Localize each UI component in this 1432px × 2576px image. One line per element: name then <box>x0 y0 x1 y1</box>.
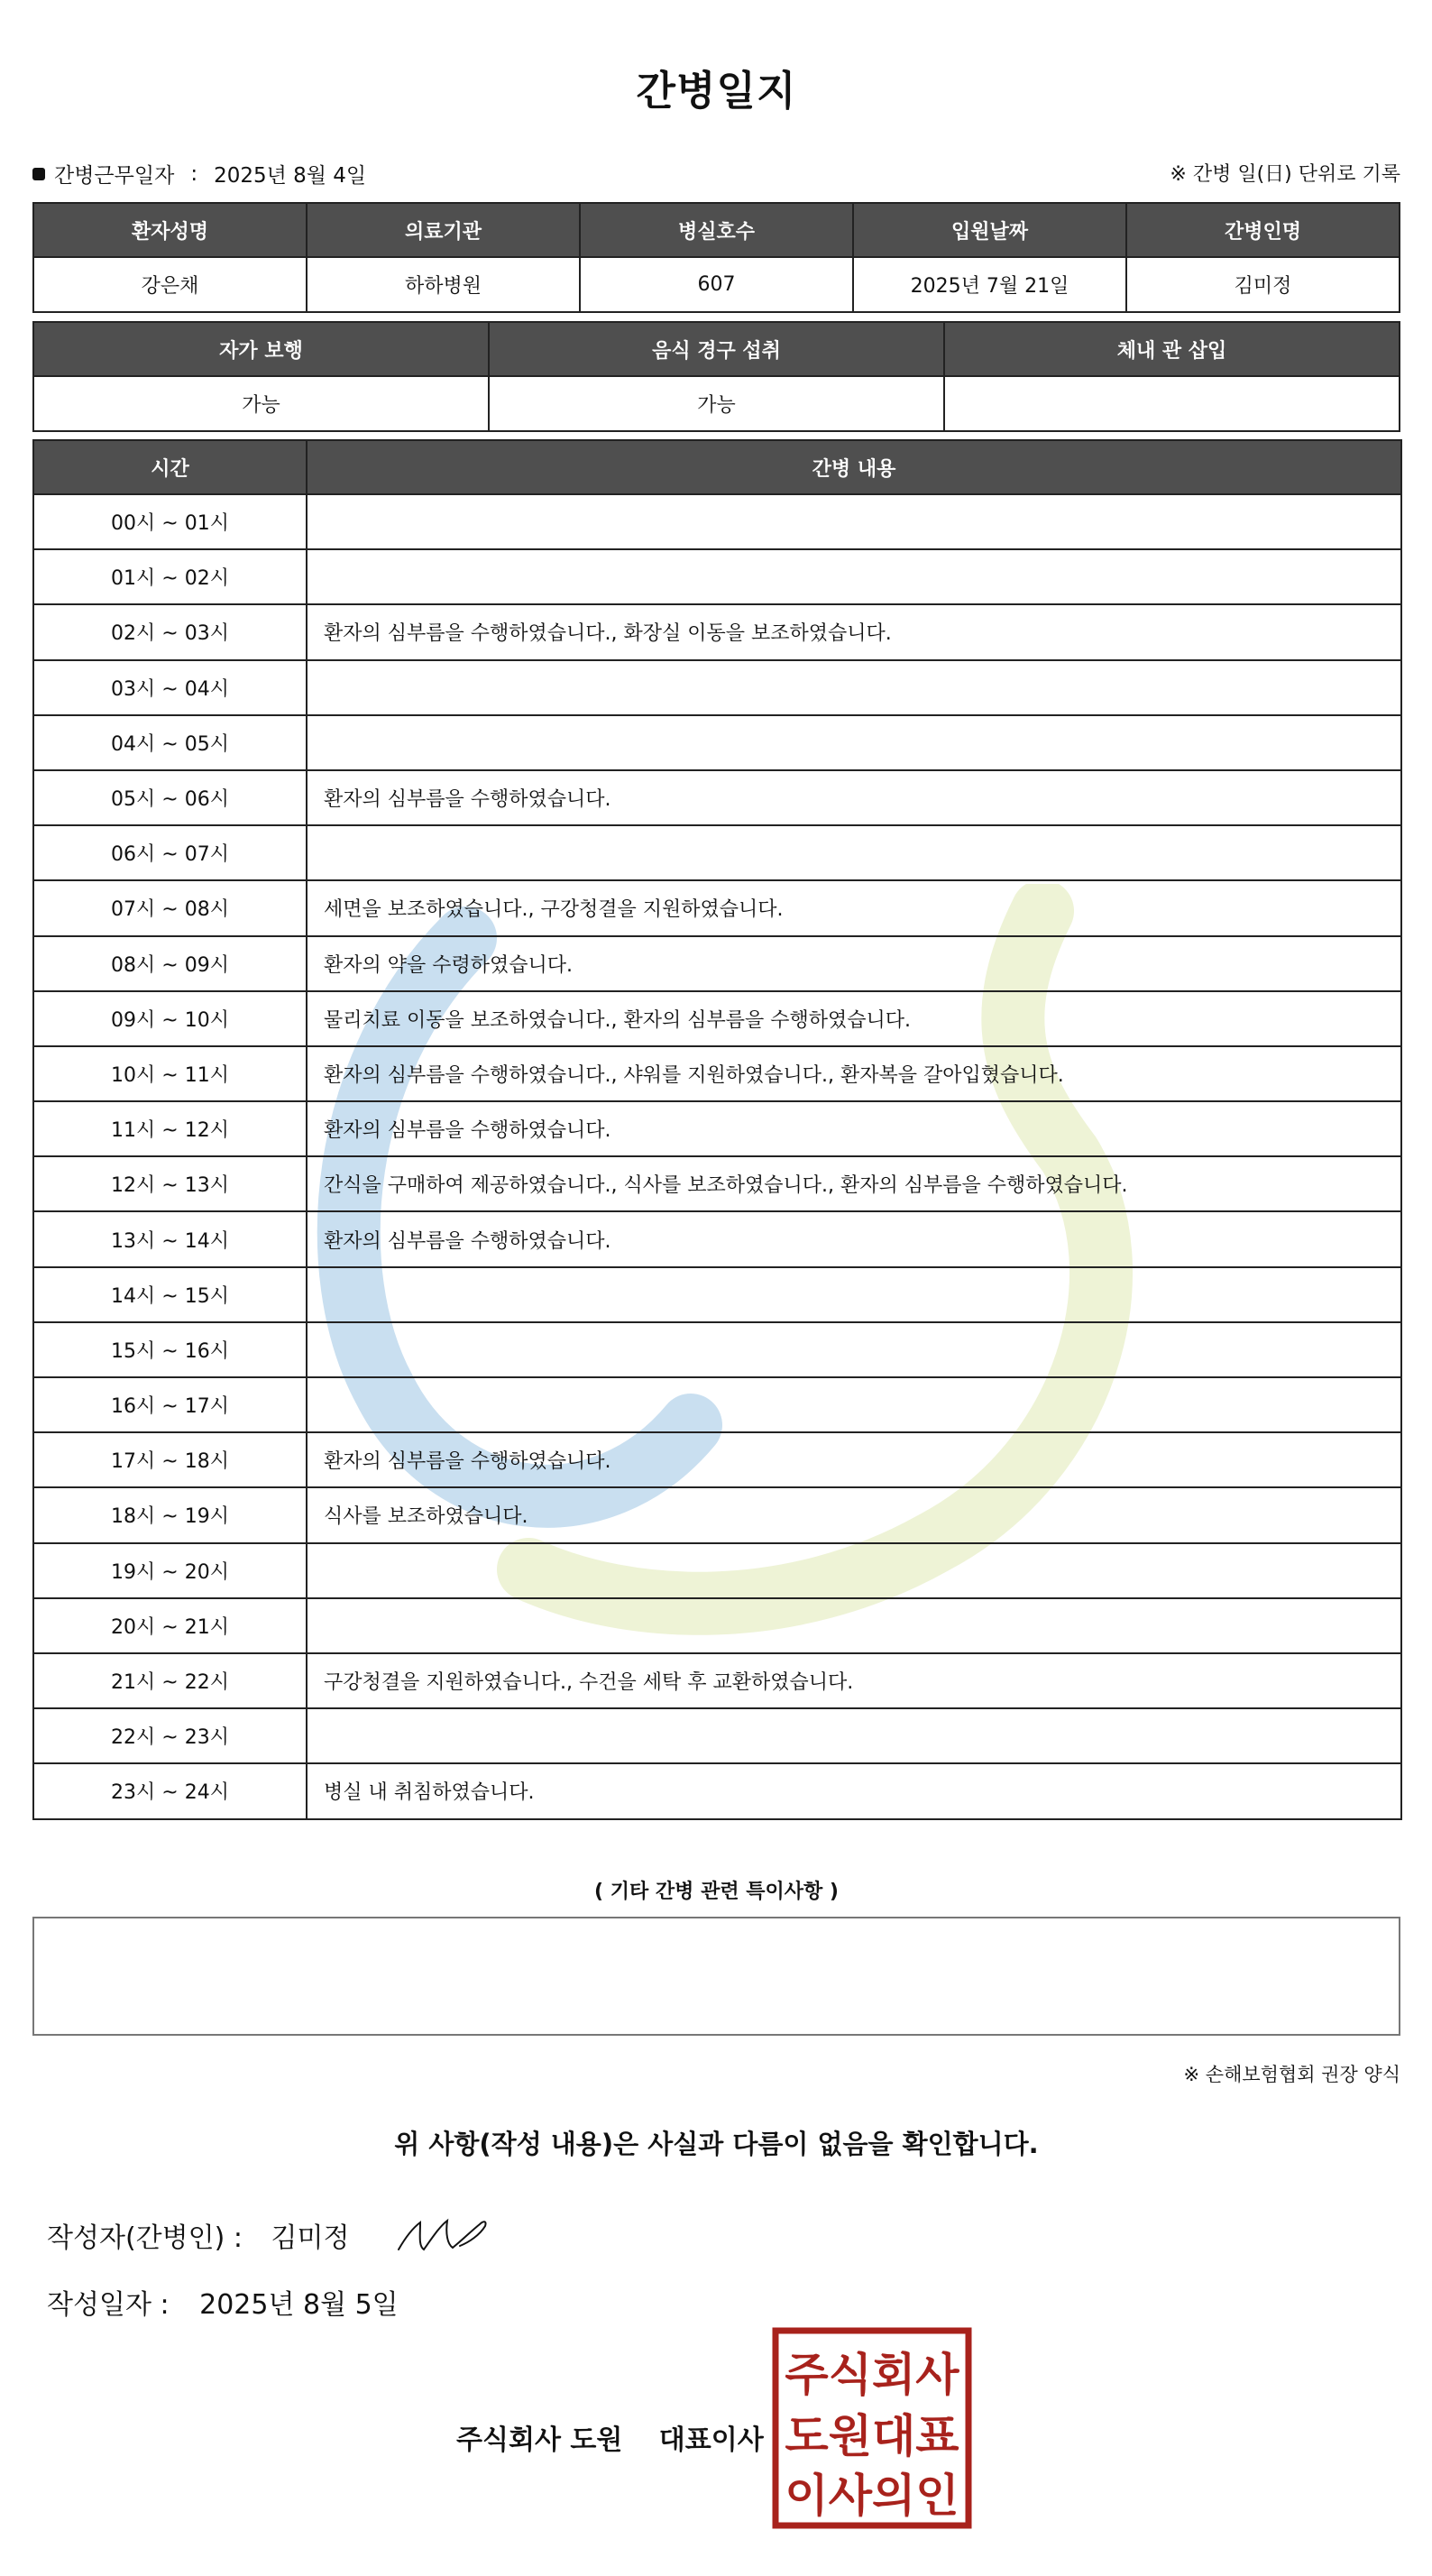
care-log-content: 환자의 심부름을 수행하였습니다. <box>307 770 1401 825</box>
care-log-time: 17시 ~ 18시 <box>33 1432 307 1487</box>
care-log-row <box>33 1487 1401 1542</box>
care-log-time: 18시 ~ 19시 <box>33 1487 307 1542</box>
care-log-content: 구강청결을 지원하였습니다., 수건을 세탁 후 교환하였습니다. <box>307 1653 1401 1708</box>
caregiver-name-value: 김미정 <box>1126 257 1400 312</box>
svg-text:도원대표: 도원대표 <box>785 2410 959 2462</box>
care-log-row <box>33 1653 1401 1708</box>
care-log-time: 20시 ~ 21시 <box>33 1598 307 1653</box>
care-log-content: 환자의 심부름을 수행하였습니다., 화장실 이동을 보조하였습니다. <box>307 604 1401 659</box>
written-date-value: 2025년 8월 5일 <box>199 2289 399 2321</box>
care-log-content: 간식을 구매하여 제공하였습니다., 식사를 보조하였습니다., 환자의 심부름을 수행하였습니다. <box>307 1156 1401 1211</box>
header-care-content: 간병 내용 <box>307 440 1401 494</box>
header-caregiver-name: 간병인명 <box>1126 203 1400 257</box>
care-log-time: 11시 ~ 12시 <box>33 1101 307 1156</box>
care-log-time: 07시 ~ 08시 <box>33 880 307 935</box>
care-log-content <box>307 1322 1401 1377</box>
care-log-time: 04시 ~ 05시 <box>33 715 307 770</box>
care-log-content <box>307 1598 1401 1653</box>
status-value-row <box>33 376 1400 431</box>
room-number-value: 607 <box>580 257 853 312</box>
care-log-time: 13시 ~ 14시 <box>33 1211 307 1266</box>
care-log-row <box>33 1598 1401 1653</box>
oral-intake-value: 가능 <box>489 376 944 431</box>
self-walking-value: 가능 <box>33 376 489 431</box>
hospital-value: 하하병원 <box>307 257 580 312</box>
writer-line <box>47 2215 349 2255</box>
header-time: 시간 <box>33 440 307 494</box>
bullet-square-icon <box>32 168 45 180</box>
patient-info-table <box>32 202 1400 313</box>
care-log-row <box>33 991 1401 1046</box>
care-log-content <box>307 494 1401 549</box>
care-log-row <box>33 494 1401 549</box>
care-log-row <box>33 1046 1401 1101</box>
work-date-label: 간병근무일자 <box>54 164 175 188</box>
care-log-row <box>33 1156 1401 1211</box>
record-unit-note: ※ 간병 일(日) 단위로 기록 <box>1170 163 1400 186</box>
care-log-content: 물리치료 이동을 보조하였습니다., 환자의 심부름을 수행하였습니다. <box>307 991 1401 1046</box>
care-log-time: 08시 ~ 09시 <box>33 936 307 991</box>
header-patient-name: 환자성명 <box>33 203 307 257</box>
header-self-walking: 자가 보행 <box>33 322 489 376</box>
care-log-table <box>32 439 1402 1820</box>
care-log-content: 병실 내 취침하였습니다. <box>307 1763 1401 1818</box>
form-source-footnote: ※ 손해보험협회 권장 양식 <box>1183 2064 1400 2085</box>
handwritten-signature-icon <box>393 2210 492 2262</box>
care-log-content: 환자의 심부름을 수행하였습니다., 샤워를 지원하였습니다., 환자복을 갈아입혔습니다. <box>307 1046 1401 1101</box>
remarks-title: ( 기타 간병 관련 특이사항 ) <box>594 1881 839 1903</box>
care-log-row <box>33 1267 1401 1322</box>
care-log-row <box>33 880 1401 935</box>
care-log-content <box>307 1543 1401 1598</box>
care-log-time: 01시 ~ 02시 <box>33 549 307 604</box>
care-log-content <box>307 825 1401 880</box>
work-date-separator: : <box>190 161 198 186</box>
care-log-row <box>33 549 1401 604</box>
care-log-content <box>307 715 1401 770</box>
care-log-row <box>33 1763 1401 1818</box>
care-log-row <box>33 1101 1401 1156</box>
care-log-time: 21시 ~ 22시 <box>33 1653 307 1708</box>
care-log-row <box>33 770 1401 825</box>
patient-status-table <box>32 321 1400 432</box>
care-log-time: 02시 ~ 03시 <box>33 604 307 659</box>
care-log-content <box>307 1377 1401 1432</box>
svg-text:이사의인: 이사의인 <box>785 2470 959 2522</box>
header-room-number: 병실호수 <box>580 203 853 257</box>
status-header-row <box>33 322 1400 376</box>
work-date-line <box>32 159 366 189</box>
patient-name-value: 강은채 <box>33 257 307 312</box>
writer-name: 김미정 <box>271 2222 350 2254</box>
care-log-content <box>307 549 1401 604</box>
care-log-time: 05시 ~ 06시 <box>33 770 307 825</box>
care-log-row <box>33 1322 1401 1377</box>
care-log-row <box>33 715 1401 770</box>
care-log-time: 06시 ~ 07시 <box>33 825 307 880</box>
care-log-time: 00시 ~ 01시 <box>33 494 307 549</box>
care-log-content: 식사를 보조하였습니다. <box>307 1487 1401 1542</box>
care-log-row <box>33 1543 1401 1598</box>
care-log-row <box>33 936 1401 991</box>
care-log-row <box>33 825 1401 880</box>
representative-title: 대표이사 <box>658 2424 764 2456</box>
care-log-content: 환자의 심부름을 수행하였습니다. <box>307 1101 1401 1156</box>
confirmation-statement: 위 사항(작성 내용)은 사실과 다름이 없음을 확인합니다. <box>394 2129 1039 2159</box>
care-log-row <box>33 1211 1401 1266</box>
care-log-row <box>33 1377 1401 1432</box>
company-seal-stamp-icon <box>772 2327 972 2529</box>
header-tube-insertion: 체내 관 삽입 <box>944 322 1400 376</box>
care-log-content <box>307 1708 1401 1763</box>
remarks-box <box>32 1917 1400 2036</box>
care-log-row <box>33 660 1401 715</box>
work-date-value: 2025년 8월 4일 <box>214 164 367 188</box>
patient-info-header-row <box>33 203 1400 257</box>
care-log-row <box>33 1432 1401 1487</box>
header-oral-intake: 음식 경구 섭취 <box>489 322 944 376</box>
care-log-header-row <box>33 440 1401 494</box>
care-log-content: 환자의 심부름을 수행하였습니다. <box>307 1432 1401 1487</box>
company-line <box>456 2417 764 2457</box>
care-log-row <box>33 1708 1401 1763</box>
header-admission-date: 입원날짜 <box>853 203 1126 257</box>
svg-text:주식회사: 주식회사 <box>785 2349 959 2401</box>
care-log-time: 12시 ~ 13시 <box>33 1156 307 1211</box>
header-hospital: 의료기관 <box>307 203 580 257</box>
care-log-content: 환자의 약을 수령하였습니다. <box>307 936 1401 991</box>
care-log-time: 10시 ~ 11시 <box>33 1046 307 1101</box>
admission-date-value: 2025년 7월 21일 <box>853 257 1126 312</box>
written-date-label: 작성일자 : <box>47 2289 170 2321</box>
care-log-time: 16시 ~ 17시 <box>33 1377 307 1432</box>
care-log-time: 15시 ~ 16시 <box>33 1322 307 1377</box>
care-log-time: 09시 ~ 10시 <box>33 991 307 1046</box>
patient-info-value-row <box>33 257 1400 312</box>
care-log-body <box>33 494 1401 1819</box>
page-title: 간병일지 <box>636 67 797 115</box>
care-log-content <box>307 660 1401 715</box>
care-log-time: 22시 ~ 23시 <box>33 1708 307 1763</box>
care-log-content: 환자의 심부름을 수행하였습니다. <box>307 1211 1401 1266</box>
care-log-time: 19시 ~ 20시 <box>33 1543 307 1598</box>
care-log-time: 14시 ~ 15시 <box>33 1267 307 1322</box>
tube-insertion-value <box>944 376 1400 431</box>
written-date-line <box>47 2282 399 2322</box>
care-log-content <box>307 1267 1401 1322</box>
care-log-content: 세면을 보조하였습니다., 구강청결을 지원하였습니다. <box>307 880 1401 935</box>
writer-label: 작성자(간병인) : <box>47 2222 243 2254</box>
care-log-row <box>33 604 1401 659</box>
care-log-time: 23시 ~ 24시 <box>33 1763 307 1818</box>
care-log-time: 03시 ~ 04시 <box>33 660 307 715</box>
company-name: 주식회사 도원 <box>456 2424 623 2456</box>
